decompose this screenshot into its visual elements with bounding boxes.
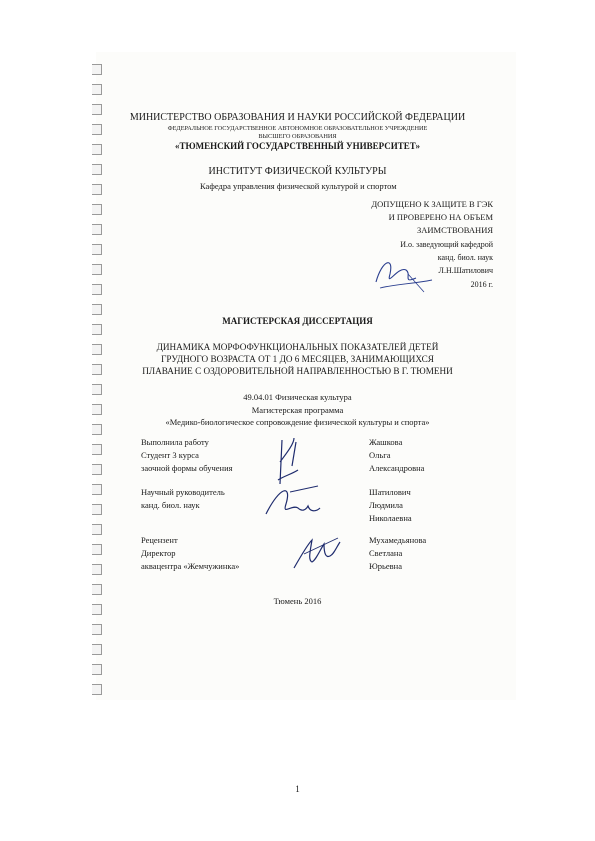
document-type: МАГИСТЕРСКАЯ ДИССЕРТАЦИЯ (222, 316, 373, 326)
approval-line-1: ДОПУЩЕНО К ЗАЩИТЕ В ГЭК (371, 199, 493, 209)
approval-name: Л.Н.Шатилович (438, 266, 493, 275)
author-role-3: заочной формы обучения (141, 463, 233, 473)
supervisor-role-1: Научный руководитель (141, 487, 225, 497)
author-role-1: Выполнила работу (141, 437, 209, 447)
institute-name: ИНСТИТУТ ФИЗИЧЕСКОЙ КУЛЬТУРЫ (208, 166, 387, 177)
author-patronymic: Александровна (369, 463, 425, 473)
approval-signature (372, 252, 442, 299)
department-name: Кафедра управления физической культурой и спортом (200, 181, 397, 191)
reviewer-first-name: Светлана (369, 548, 403, 558)
approval-line-3: ЗАИМСТВОВАНИЯ (417, 225, 493, 235)
author-first-name: Ольга (369, 450, 391, 460)
approval-date: 2016 г. (470, 280, 493, 289)
reviewer-role-1: Рецензент (141, 535, 178, 545)
page-number: 1 (295, 784, 300, 794)
university-name: «ТЮМЕНСКИЙ ГОСУДАРСТВЕННЫЙ УНИВЕРСИТЕТ» (175, 141, 420, 151)
thesis-title-line-3: ПЛАВАНИЕ С ОЗДОРОВИТЕЛЬНОЙ НАПРАВЛЕННОСТЬЮ В Г. ТЮМЕНИ (142, 366, 453, 376)
approval-line-2: И ПРОВЕРЕНО НА ОБЪЕМ (388, 212, 493, 222)
agency-line-1: ФЕДЕРАЛЬНОЕ ГОСУДАРСТВЕННОЕ АВТОНОМНОЕ ОБРАЗОВАТЕЛЬНОЕ УЧРЕЖДЕНИЕ (167, 125, 428, 132)
ministry-heading: МИНИСТЕРСТВО ОБРАЗОВАНИЯ И НАУКИ РОССИЙСКОЙ ФЕДЕРАЦИИ (129, 112, 466, 123)
supervisor-patronymic: Николаевна (369, 513, 412, 523)
supervisor-surname: Шатилович (369, 487, 411, 497)
reviewer-role-2: Директор (141, 548, 176, 558)
approval-degree: канд. биол. наук (437, 253, 493, 262)
city-year: Тюмень 2016 (273, 596, 322, 606)
supervisor-first-name: Людмила (369, 500, 403, 510)
program-name: «Медико-биологическое сопровождение физической культуры и спорта» (165, 417, 430, 427)
reviewer-signature (290, 534, 344, 579)
thesis-title-line-1: ДИНАМИКА МОРФОФУНКЦИОНАЛЬНЫХ ПОКАЗАТЕЛЕЙ ДЕТЕЙ (156, 342, 439, 352)
supervisor-signature (262, 482, 330, 527)
author-role-2: Студент 3 курса (141, 450, 199, 460)
author-surname: Жашкова (369, 437, 403, 447)
agency-line-2: ВЫСШЕГО ОБРАЗОВАНИЯ (258, 133, 337, 140)
thesis-title-line-2: ГРУДНОГО ВОЗРАСТА ОТ 1 ДО 6 МЕСЯЦЕВ, ЗАНИМАЮЩИХСЯ (161, 354, 434, 364)
supervisor-role-2: канд. биол. наук (141, 500, 200, 510)
approval-position: И.о. заведующий кафедрой (400, 240, 493, 249)
reviewer-surname: Мухамедьянова (369, 535, 427, 545)
reviewer-patronymic: Юрьевна (369, 561, 402, 571)
reviewer-role-3: аквацентра «Жемчужинка» (141, 561, 240, 571)
specialty-code: 49.04.01 Физическая культура (243, 392, 352, 402)
program-label: Магистерская программа (251, 405, 344, 415)
